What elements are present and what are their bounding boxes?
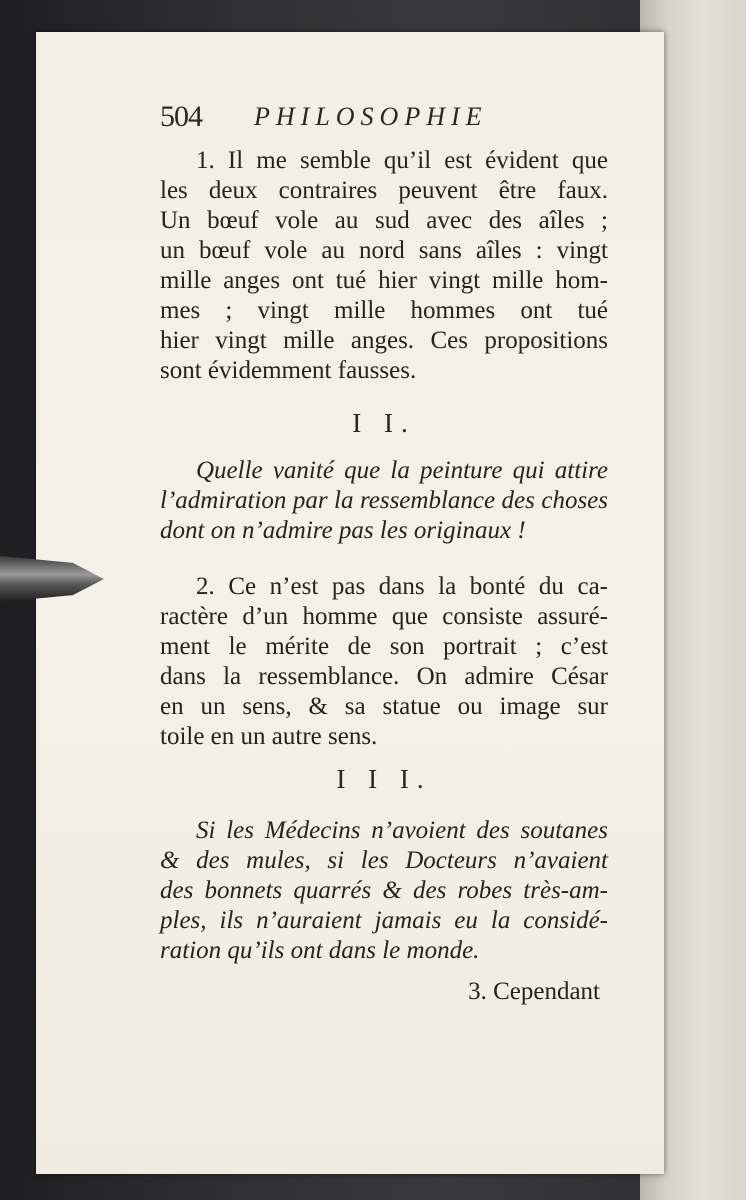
section-number-3: I I I. — [336, 764, 432, 794]
text-line: & des mules, si les Docteurs n’avaient — [160, 847, 608, 874]
text-line: en un sens, & sa statue ou image sur — [160, 693, 608, 720]
text-line: ment le mérite de son portrait ; c’est — [160, 633, 608, 660]
paragraph-2 — [160, 572, 608, 752]
maxim-3 — [160, 816, 608, 966]
maxim-2 — [160, 456, 608, 546]
text-line: 2. Ce n’est pas dans la bonté du ca- — [196, 573, 608, 600]
text-line: Si les Médecins n’avoient des soutanes — [196, 817, 608, 844]
running-head — [160, 100, 560, 140]
text-line: ples, ils n’auraient jamais eu la considé- — [160, 907, 608, 934]
text-line: mes ; vingt mille hommes ont tué — [160, 297, 608, 324]
text-line: dont on n’admire pas les originaux ! — [160, 517, 526, 544]
text-line: toile en un autre sens. — [160, 723, 378, 750]
text-line: un bœuf vole au nord sans aîles : vingt — [160, 237, 608, 264]
page-number: 504 — [160, 100, 202, 133]
running-title: PHILOSOPHIE — [254, 102, 488, 131]
text-line: 1. Il me semble qu’il est évident que — [196, 147, 608, 174]
text-line: Un bœuf vole au sud avec des aîles ; — [160, 207, 608, 234]
text-line: ractère d’un homme que consiste assuré- — [160, 603, 608, 630]
text-line: ration qu’ils ont dans le monde. — [160, 937, 480, 964]
section-number-2: I I. — [352, 408, 416, 438]
text-line: hier vingt mille anges. Ces propositions — [160, 327, 608, 354]
paragraph-1 — [160, 146, 608, 386]
text-line: des bonnets quarrés & des robes très-am- — [160, 877, 608, 904]
text-line: Quelle vanité que la peinture qui attire — [196, 457, 608, 484]
text-line: dans la ressemblance. On admire César — [160, 663, 608, 690]
text-line: l’admiration par la ressemblance des choses — [160, 487, 608, 514]
text-line: sont évidemment fausses. — [160, 357, 417, 384]
catchword: 3. Cependant — [468, 978, 600, 1005]
text-line: les deux contraires peuvent être faux. — [160, 177, 608, 204]
text-line: mille anges ont tué hier vingt mille hom- — [160, 267, 608, 294]
